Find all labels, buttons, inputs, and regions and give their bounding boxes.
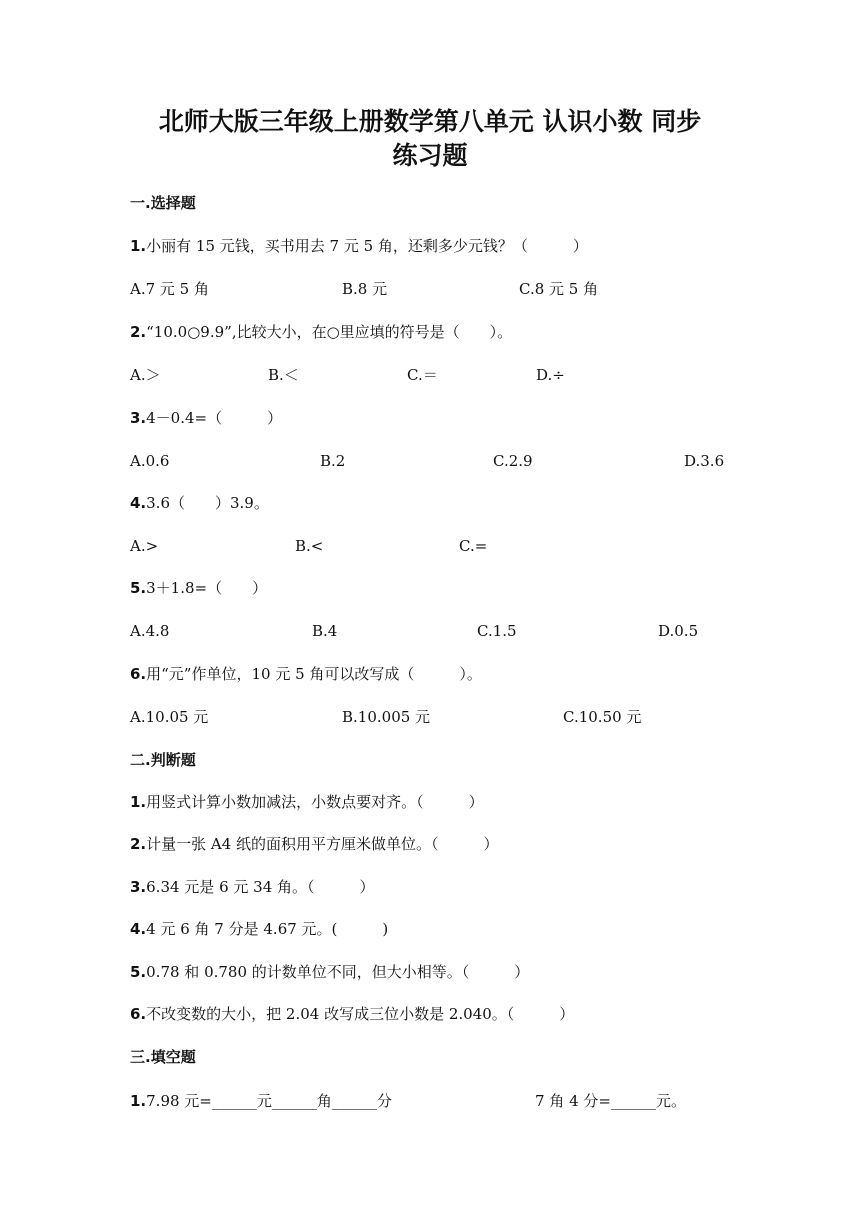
option-a: A.10.05 元 (130, 708, 209, 726)
page-title-line-1: 北师大版三年级上册数学第八单元 认识小数 同步 (158, 107, 702, 136)
question-number: 2. (130, 323, 147, 341)
question-number: 3. (130, 409, 147, 427)
option-c: C.8 元 5 角 (519, 280, 599, 298)
question-text: 6.34 元是 6 元 34 角。（ ） (146, 878, 375, 896)
question-text: 3＋1.8=（ ） (146, 579, 268, 597)
question-text: 0.78 和 0.780 的计数单位不同，但大小相等。（ ） (146, 963, 530, 981)
question-number: 6. (130, 665, 147, 683)
question-choice-6 (130, 664, 482, 684)
option-c: C.1.5 (477, 622, 517, 640)
question-judge-5 (130, 962, 529, 982)
question-fill-1 (130, 1091, 392, 1111)
question-text: 计量一张 A4 纸的面积用平方厘米做单位。（ ） (146, 835, 499, 853)
option-b: B.8 元 (342, 280, 388, 298)
question-text: 3.6（ ）3.9。 (146, 494, 269, 512)
option-b: B.＜ (268, 366, 299, 384)
question-fill-1-part-2: 7 角 4 分=______元。 (535, 1092, 686, 1110)
section-heading-judge: 二.判断题 (130, 751, 196, 769)
page-title-line-2: 练习题 (392, 141, 468, 170)
option-b: B.2 (320, 452, 346, 470)
option-d: D.÷ (536, 366, 565, 384)
question-number: 4. (130, 494, 147, 512)
question-text: 7.98 元=______元______角______分 (146, 1092, 392, 1110)
section-heading-fill: 三.填空题 (130, 1048, 196, 1066)
option-d: D.3.6 (684, 452, 725, 470)
option-b: B.4 (312, 622, 338, 640)
option-b: B.< (295, 537, 324, 555)
question-number: 1. (130, 793, 147, 811)
option-a: A.＞ (130, 366, 161, 384)
question-judge-1 (130, 792, 484, 812)
question-text: “10.0○9.9”,比较大小，在○里应填的符号是（ ）。 (146, 323, 513, 341)
option-c: C.10.50 元 (563, 708, 642, 726)
question-text: 小丽有 15 元钱，买书用去 7 元 5 角，还剩多少元钱？（ ） (146, 237, 588, 255)
question-text: 4－0.4=（ ） (146, 409, 283, 427)
question-number: 1. (130, 1092, 147, 1110)
question-choice-2 (130, 322, 512, 342)
option-b: B.10.005 元 (342, 708, 431, 726)
option-d: D.0.5 (658, 622, 699, 640)
question-number: 1. (130, 237, 147, 255)
question-number: 6. (130, 1005, 147, 1023)
question-number: 4. (130, 920, 147, 938)
option-a: A.> (130, 537, 159, 555)
option-a: A.4.8 (130, 622, 170, 640)
question-choice-1 (130, 236, 588, 256)
question-choice-3 (130, 408, 282, 428)
question-judge-4 (130, 919, 388, 939)
section-heading-choice: 一.选择题 (130, 194, 196, 212)
option-c: C.2.9 (493, 452, 533, 470)
question-judge-6 (130, 1004, 574, 1024)
question-number: 5. (130, 963, 147, 981)
question-number: 3. (130, 878, 147, 896)
question-judge-3 (130, 877, 375, 897)
question-text: 用“元”作单位，10 元 5 角可以改写成（ ）。 (146, 665, 482, 683)
option-a: A.7 元 5 角 (130, 280, 209, 298)
question-text: 不改变数的大小，把 2.04 改写成三位小数是 2.040。（ ） (146, 1005, 575, 1023)
question-judge-2 (130, 834, 499, 854)
question-number: 2. (130, 835, 147, 853)
question-text: 用竖式计算小数加减法，小数点要对齐。（ ） (146, 793, 484, 811)
option-a: A.0.6 (130, 452, 170, 470)
question-text: 4 元 6 角 7 分是 4.67 元。( ) (146, 920, 389, 938)
option-c: C.= (459, 537, 488, 555)
question-choice-4 (130, 493, 269, 513)
option-c: C.＝ (407, 366, 438, 384)
question-choice-5 (130, 578, 267, 598)
question-number: 5. (130, 579, 147, 597)
